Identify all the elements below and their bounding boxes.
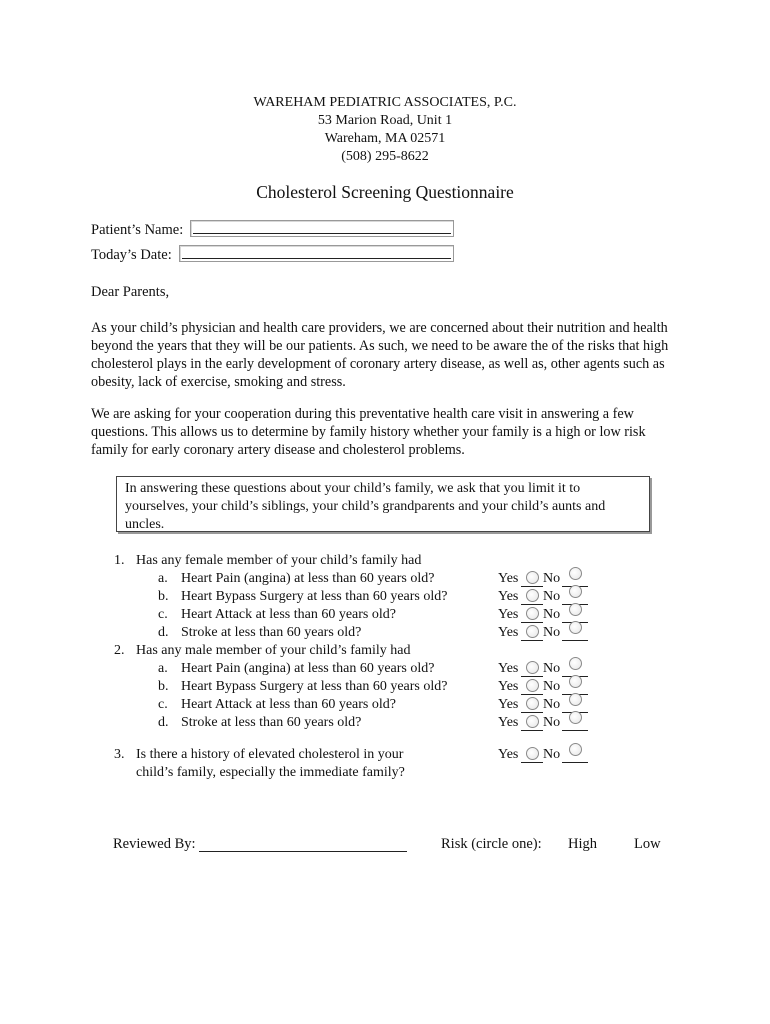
q2-sub-letter: d.: [158, 715, 169, 730]
q1-sub-letter: c.: [158, 607, 168, 622]
yes-label: Yes: [498, 625, 519, 640]
yes-radio[interactable]: [526, 661, 539, 674]
yes-radio[interactable]: [526, 607, 539, 620]
no-label: No: [543, 715, 561, 730]
yes-radio[interactable]: [526, 625, 539, 638]
intro-paragraph-2: We are asking for your cooperation during this preventative health care visit in answering a few questions. This allows us to determine by family history whether your family is a high or low risk family for early coronary artery disease and cholesterol problems.: [91, 406, 646, 458]
todays-date-label: Today’s Date:: [91, 247, 172, 263]
yes-radio[interactable]: [526, 747, 539, 760]
risk-high-option[interactable]: High: [568, 836, 597, 852]
yes-answer-line: [521, 676, 543, 677]
no-label: No: [543, 589, 561, 604]
q2-sub-text: Heart Attack at less than 60 years old?: [181, 697, 396, 712]
notice-text: In answering these questions about your child’s family, we ask that you limit it to yourselves, your child’s siblings, your child’s grandparents and your child’s aunts and uncles.: [125, 481, 606, 532]
intro-paragraph-1: As your child’s physician and health care providers, we are concerned about their nutrition and health beyond the years that they will be our patients. As such, we need to be aware the of the risks that high cholesterol plays in the early development of coronary artery disease, as well as, other agents such as obesity, lack of exercise, smoking and stress.: [91, 320, 669, 390]
question-3-text-line-1: Is there a history of elevated cholesterol in your: [136, 747, 404, 762]
q1-sub-text: Stroke at less than 60 years old?: [181, 625, 362, 640]
page-title: Cholesterol Screening Questionnaire: [256, 182, 514, 202]
no-radio[interactable]: [569, 743, 582, 756]
yes-answer-line: [521, 586, 543, 587]
no-label: No: [543, 625, 561, 640]
question-3-text-line-2: child’s family, especially the immediate family?: [136, 765, 405, 780]
greeting: Dear Parents,: [91, 284, 170, 300]
yes-label: Yes: [498, 607, 519, 622]
yes-label: Yes: [498, 697, 519, 712]
q1-sub-text: Heart Attack at less than 60 years old?: [181, 607, 396, 622]
q2-sub-letter: c.: [158, 697, 168, 712]
yes-answer-line: [521, 604, 543, 605]
question-2-text: Has any male member of your child’s family had: [136, 643, 411, 658]
patient-name-field[interactable]: [190, 220, 454, 237]
yes-label: Yes: [498, 747, 519, 762]
yes-answer-line: [521, 762, 543, 763]
no-radio[interactable]: [569, 657, 582, 670]
todays-date-field[interactable]: [179, 245, 454, 262]
no-radio[interactable]: [569, 675, 582, 688]
no-radio[interactable]: [569, 567, 582, 580]
practice-header: [0, 94, 770, 166]
yes-answer-line: [521, 712, 543, 713]
yes-label: Yes: [498, 679, 519, 694]
yes-label: Yes: [498, 715, 519, 730]
no-radio[interactable]: [569, 711, 582, 724]
no-answer-line: [562, 730, 588, 731]
question-3-number: 3.: [114, 747, 125, 762]
q1-sub-text: Heart Pain (angina) at less than 60 years old?: [181, 571, 435, 586]
no-radio[interactable]: [569, 621, 582, 634]
question-1-number: 1.: [114, 553, 125, 568]
yes-radio[interactable]: [526, 679, 539, 692]
q1-sub-letter: a.: [158, 571, 168, 586]
practice-name: WAREHAM PEDIATRIC ASSOCIATES, P.C.: [253, 95, 517, 110]
no-answer-line: [562, 640, 588, 641]
q1-sub-letter: b.: [158, 589, 169, 604]
patient-name-label: Patient’s Name:: [91, 222, 184, 238]
yes-radio[interactable]: [526, 697, 539, 710]
q2-sub-text: Stroke at less than 60 years old?: [181, 715, 362, 730]
no-label: No: [543, 607, 561, 622]
phone-number: (508) 295-8622: [341, 149, 429, 164]
yes-label: Yes: [498, 589, 519, 604]
yes-radio[interactable]: [526, 589, 539, 602]
reviewed-by-line[interactable]: [199, 851, 407, 852]
q1-sub-text: Heart Bypass Surgery at less than 60 years old?: [181, 589, 448, 604]
yes-answer-line: [521, 640, 543, 641]
address-line-2: Wareham, MA 02571: [324, 131, 446, 146]
no-label: No: [543, 697, 561, 712]
no-radio[interactable]: [569, 693, 582, 706]
question-1-text: Has any female member of your child’s family had: [136, 553, 422, 568]
no-label: No: [543, 679, 561, 694]
no-radio[interactable]: [569, 585, 582, 598]
yes-answer-line: [521, 622, 543, 623]
yes-label: Yes: [498, 571, 519, 586]
reviewed-by-label: Reviewed By:: [113, 836, 196, 852]
yes-label: Yes: [498, 661, 519, 676]
yes-answer-line: [521, 694, 543, 695]
risk-low-option[interactable]: Low: [634, 836, 661, 852]
yes-radio[interactable]: [526, 715, 539, 728]
no-label: No: [543, 661, 561, 676]
no-label: No: [543, 747, 561, 762]
question-2-number: 2.: [114, 643, 125, 658]
no-radio[interactable]: [569, 603, 582, 616]
q2-sub-text: Heart Bypass Surgery at less than 60 years old?: [181, 679, 448, 694]
q2-sub-text: Heart Pain (angina) at less than 60 years old?: [181, 661, 435, 676]
q2-sub-letter: a.: [158, 661, 168, 676]
q1-sub-letter: d.: [158, 625, 169, 640]
yes-radio[interactable]: [526, 571, 539, 584]
no-answer-line: [562, 762, 588, 763]
address-line-1: 53 Marion Road, Unit 1: [317, 113, 453, 128]
q2-sub-letter: b.: [158, 679, 169, 694]
yes-answer-line: [521, 730, 543, 731]
no-label: No: [543, 571, 561, 586]
family-scope-notice: [116, 476, 650, 532]
risk-label: Risk (circle one):: [441, 836, 542, 852]
